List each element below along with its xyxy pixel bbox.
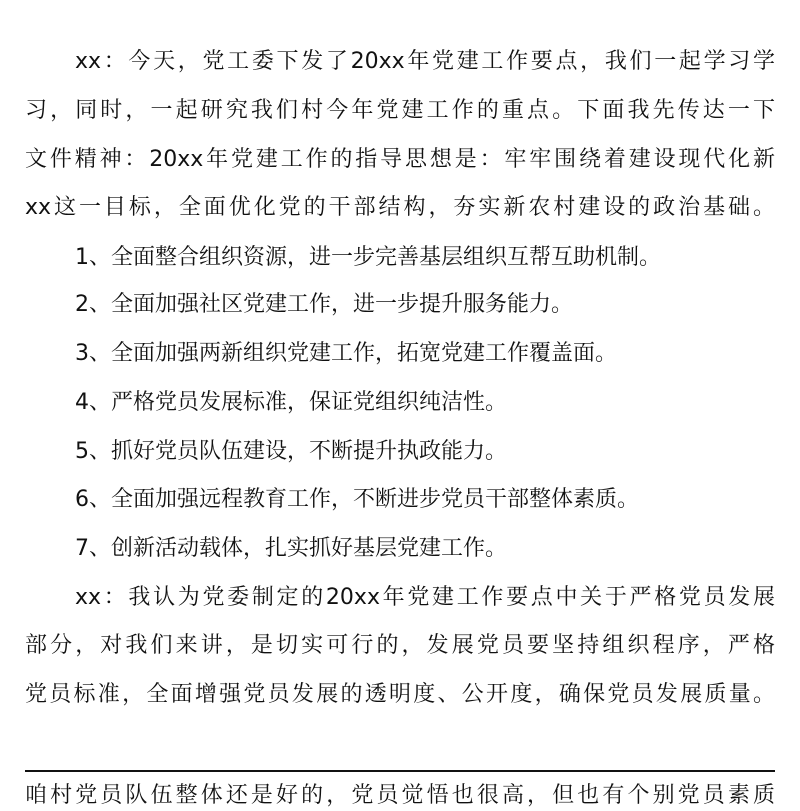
paragraph-line: 党员标准，全面增强党员发展的透明度、公开度，确保党员发展质量。 [25, 682, 775, 707]
paragraph-line: 部分，对我们来讲，是切实可行的，发展党员要坚持组织程序，严格 [25, 633, 775, 658]
next-page-line: 咱村党员队伍整体还是好的，党员觉悟也很高，但也有个别党员素质 [25, 783, 775, 808]
list-item: 2、全面加强社区党建工作，进一步提升服务能力。 [75, 292, 573, 317]
list-item: 3、全面加强两新组织党建工作，拓宽党建工作覆盖面。 [75, 341, 617, 366]
paragraph-line: xx这一目标，全面优化党的干部结构，夯实新农村建设的政治基础。 [25, 195, 775, 220]
list-item: 1、全面整合组织资源，进一步完善基层组织互帮互助机制。 [75, 245, 661, 270]
list-item: 5、抓好党员队伍建设，不断提升执政能力。 [75, 439, 507, 464]
list-item: 6、全面加强远程教育工作，不断进步党员干部整体素质。 [75, 487, 639, 512]
paragraph-line: xx：今天，党工委下发了20xx年党建工作要点，我们一起学习学 [75, 49, 775, 74]
paragraph-line: xx：我认为党委制定的20xx年党建工作要点中关于严格党员发展 [75, 585, 775, 610]
page-divider [25, 770, 775, 772]
paragraph-line: 习，同时，一起研究我们村今年党建工作的重点。下面我先传达一下 [25, 98, 775, 123]
list-item: 4、严格党员发展标准，保证党组织纯洁性。 [75, 390, 507, 415]
list-item: 7、创新活动载体，扎实抓好基层党建工作。 [75, 536, 507, 561]
paragraph-line: 文件精神：20xx年党建工作的指导思想是：牢牢围绕着建设现代化新 [25, 147, 775, 172]
